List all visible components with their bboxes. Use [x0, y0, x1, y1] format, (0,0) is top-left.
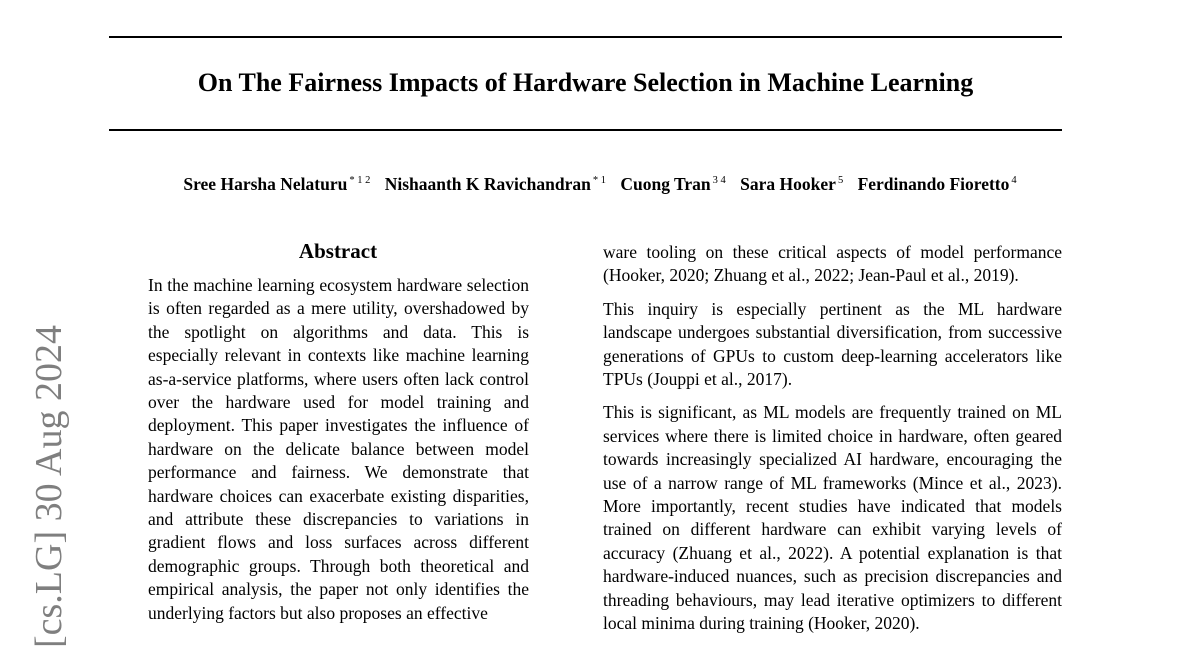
author-affiliation-marks: 4	[1011, 175, 1017, 186]
body-column-right	[603, 241, 1062, 636]
abstract-column	[148, 274, 529, 625]
paper-title: On The Fairness Impacts of Hardware Selection in Machine Learning	[197, 68, 974, 97]
author-affiliation-marks: * 1 2	[349, 175, 371, 186]
title-rule-top	[109, 36, 1062, 38]
author-list	[60, 172, 1140, 196]
author	[183, 174, 370, 194]
arxiv-side-stamp: [cs.LG] 30 Aug 2024	[28, 325, 70, 648]
author-affiliation-marks: 5	[837, 175, 844, 186]
abstract-text: In the machine learning ecosystem hardware selection is often regarded as a mere utility, overshadowed by the spotlight on algorithms and data. This is especially relevant in contexts like machine learning as-a-service platforms, where users often lack control over the hardware used for model training and deployment. This paper investigates the influence of hardware on the delicate balance between model performance and fairness. We demonstrate that hardware choices can exacerbate existing disparities, and attribute these discrepancies to variations in gradient flows and loss surfaces across different demographic groups. Through both theoretical and empirical analysis, the paper not only identifies the underlying factors but also proposes an effective	[148, 275, 529, 623]
title-rule-bottom	[109, 129, 1062, 131]
author-name: Ferdinando Fioretto	[857, 174, 1010, 194]
author-name: Nishaanth K Ravichandran	[384, 174, 591, 194]
body-paragraph: This is significant, as ML models are frequently trained on ML services where there is limited choice in hardware, often geared towards increasingly specialized AI hardware, encouraging the use of a narrow range of ML frameworks (Mince et al., 2023). More importantly, recent studies have indicated that models trained on different hardware can exhibit varying levels of accuracy (Zhuang et al., 2022). A potential explanation is that hardware-induced nuances, such as precision discrepancies and threading behaviours, may lead iterative optimizers to different local minima during training (Hooker, 2020).	[603, 402, 1062, 634]
author	[740, 174, 843, 194]
author-name: Sree Harsha Nelaturu	[183, 174, 348, 194]
author	[858, 174, 1017, 194]
author	[385, 174, 606, 194]
abstract-heading: Abstract	[298, 239, 378, 263]
body-paragraph: ware tooling on these critical aspects of model performance (Hooker, 2020; Zhuang et al., 2022; Jean-Paul et al., 2019).	[603, 242, 1062, 286]
author-name: Sara Hooker	[740, 174, 836, 194]
author	[620, 174, 725, 194]
body-paragraph: This inquiry is especially pertinent as the ML hardware landscape undergoes substantial diversification, from successive generations of GPUs to custom deep-learning accelerators like TPUs (Jouppi et al., 2017).	[603, 298, 1062, 390]
author-affiliation-marks: * 1	[592, 175, 606, 186]
author-name: Cuong Tran	[620, 174, 711, 194]
author-affiliation-marks: 3 4	[712, 175, 726, 186]
